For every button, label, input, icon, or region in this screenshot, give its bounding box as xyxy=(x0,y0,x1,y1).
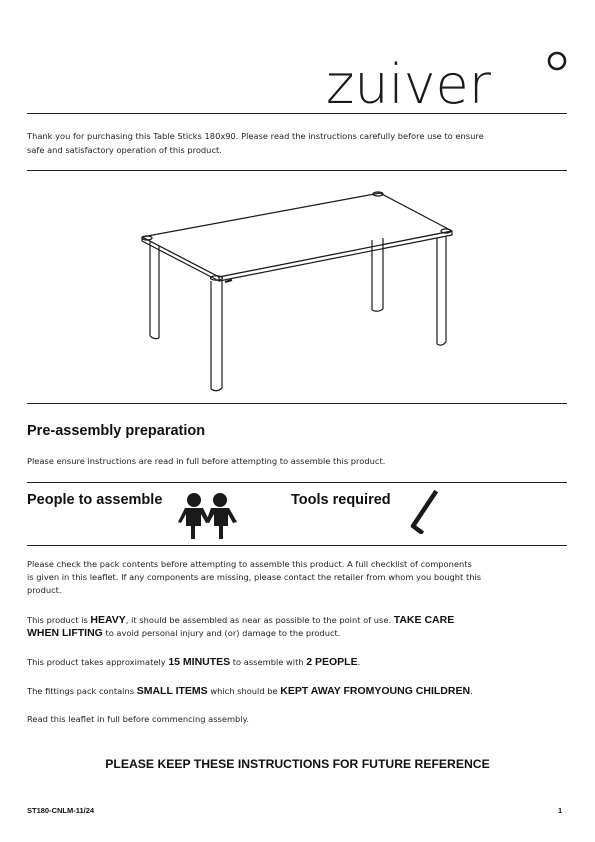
small-text-e: . xyxy=(470,686,473,696)
tools-divider xyxy=(27,545,567,546)
heavy-text-c: , it should be assembled as near as possible to the point of use. xyxy=(125,615,394,625)
illustration-divider xyxy=(27,403,567,404)
table-illustration-icon xyxy=(128,188,464,394)
preassembly-divider xyxy=(27,482,567,483)
pack-line-1: Please check the pack contents before attempting to assemble this product. A full checklist of components xyxy=(27,559,472,569)
heavy-text-f: to avoid personal injury and (or) damage to the product. xyxy=(102,628,341,638)
allen-key-icon xyxy=(402,490,442,534)
intro-line-1: Thank you for purchasing this Table Sticks 180x90. Please read the instructions carefully before use to ensure xyxy=(27,131,484,141)
small-text-a: The fittings pack contains xyxy=(27,686,137,696)
intro-line-2: safe and satisfactory operation of this product. xyxy=(27,145,222,155)
people-title: People to assemble xyxy=(27,492,163,508)
intro-divider xyxy=(27,170,567,171)
heavy-text-a: This product is xyxy=(27,615,91,625)
heavy-emphasis: HEAVY xyxy=(90,614,126,626)
children-emphasis: KEPT AWAY FROMYOUNG CHILDREN xyxy=(280,685,471,697)
logo-circle-icon xyxy=(549,53,565,69)
preassembly-title: Pre-assembly preparation xyxy=(27,423,206,439)
when-lifting-emphasis: WHEN LIFTING xyxy=(27,627,103,639)
read-leaflet-paragraph: Read this leaflet in full before commencing assembly. xyxy=(27,714,249,724)
people-emphasis: 2 PEOPLE xyxy=(306,656,358,668)
time-text-a: This product takes approximately xyxy=(27,657,169,667)
brand-wordmark: zuiver xyxy=(326,53,491,110)
preassembly-text: Please ensure instructions are read in full before attempting to assemble this product. xyxy=(27,456,386,466)
zuiver-logo xyxy=(326,48,576,110)
time-emphasis: 15 MINUTES xyxy=(168,656,231,668)
pack-contents-paragraph xyxy=(27,558,557,597)
small-items-emphasis: SMALL ITEMS xyxy=(136,685,208,697)
time-paragraph xyxy=(27,656,557,669)
take-care-emphasis: TAKE CARE xyxy=(393,614,455,626)
header-divider xyxy=(27,113,567,114)
time-text-e: . xyxy=(357,657,361,667)
heavy-warning-paragraph xyxy=(27,614,557,640)
small-text-c: which should be xyxy=(207,686,281,696)
keep-instructions-notice: PLEASE KEEP THESE INSTRUCTIONS FOR FUTURE REFERENCE xyxy=(105,757,490,771)
intro-text xyxy=(27,129,557,157)
tools-title: Tools required xyxy=(291,492,391,508)
small-items-paragraph xyxy=(27,685,557,698)
pack-line-3: product. xyxy=(27,585,62,595)
page-number: 1 xyxy=(558,806,563,815)
time-text-c: to assemble with xyxy=(230,657,307,667)
two-people-icon xyxy=(176,492,240,540)
document-code: ST180-CNLM-11/24 xyxy=(27,806,95,815)
pack-line-2: is given in this leaflet. If any components are missing, please contact the retailer from whom you bought this xyxy=(27,572,482,582)
